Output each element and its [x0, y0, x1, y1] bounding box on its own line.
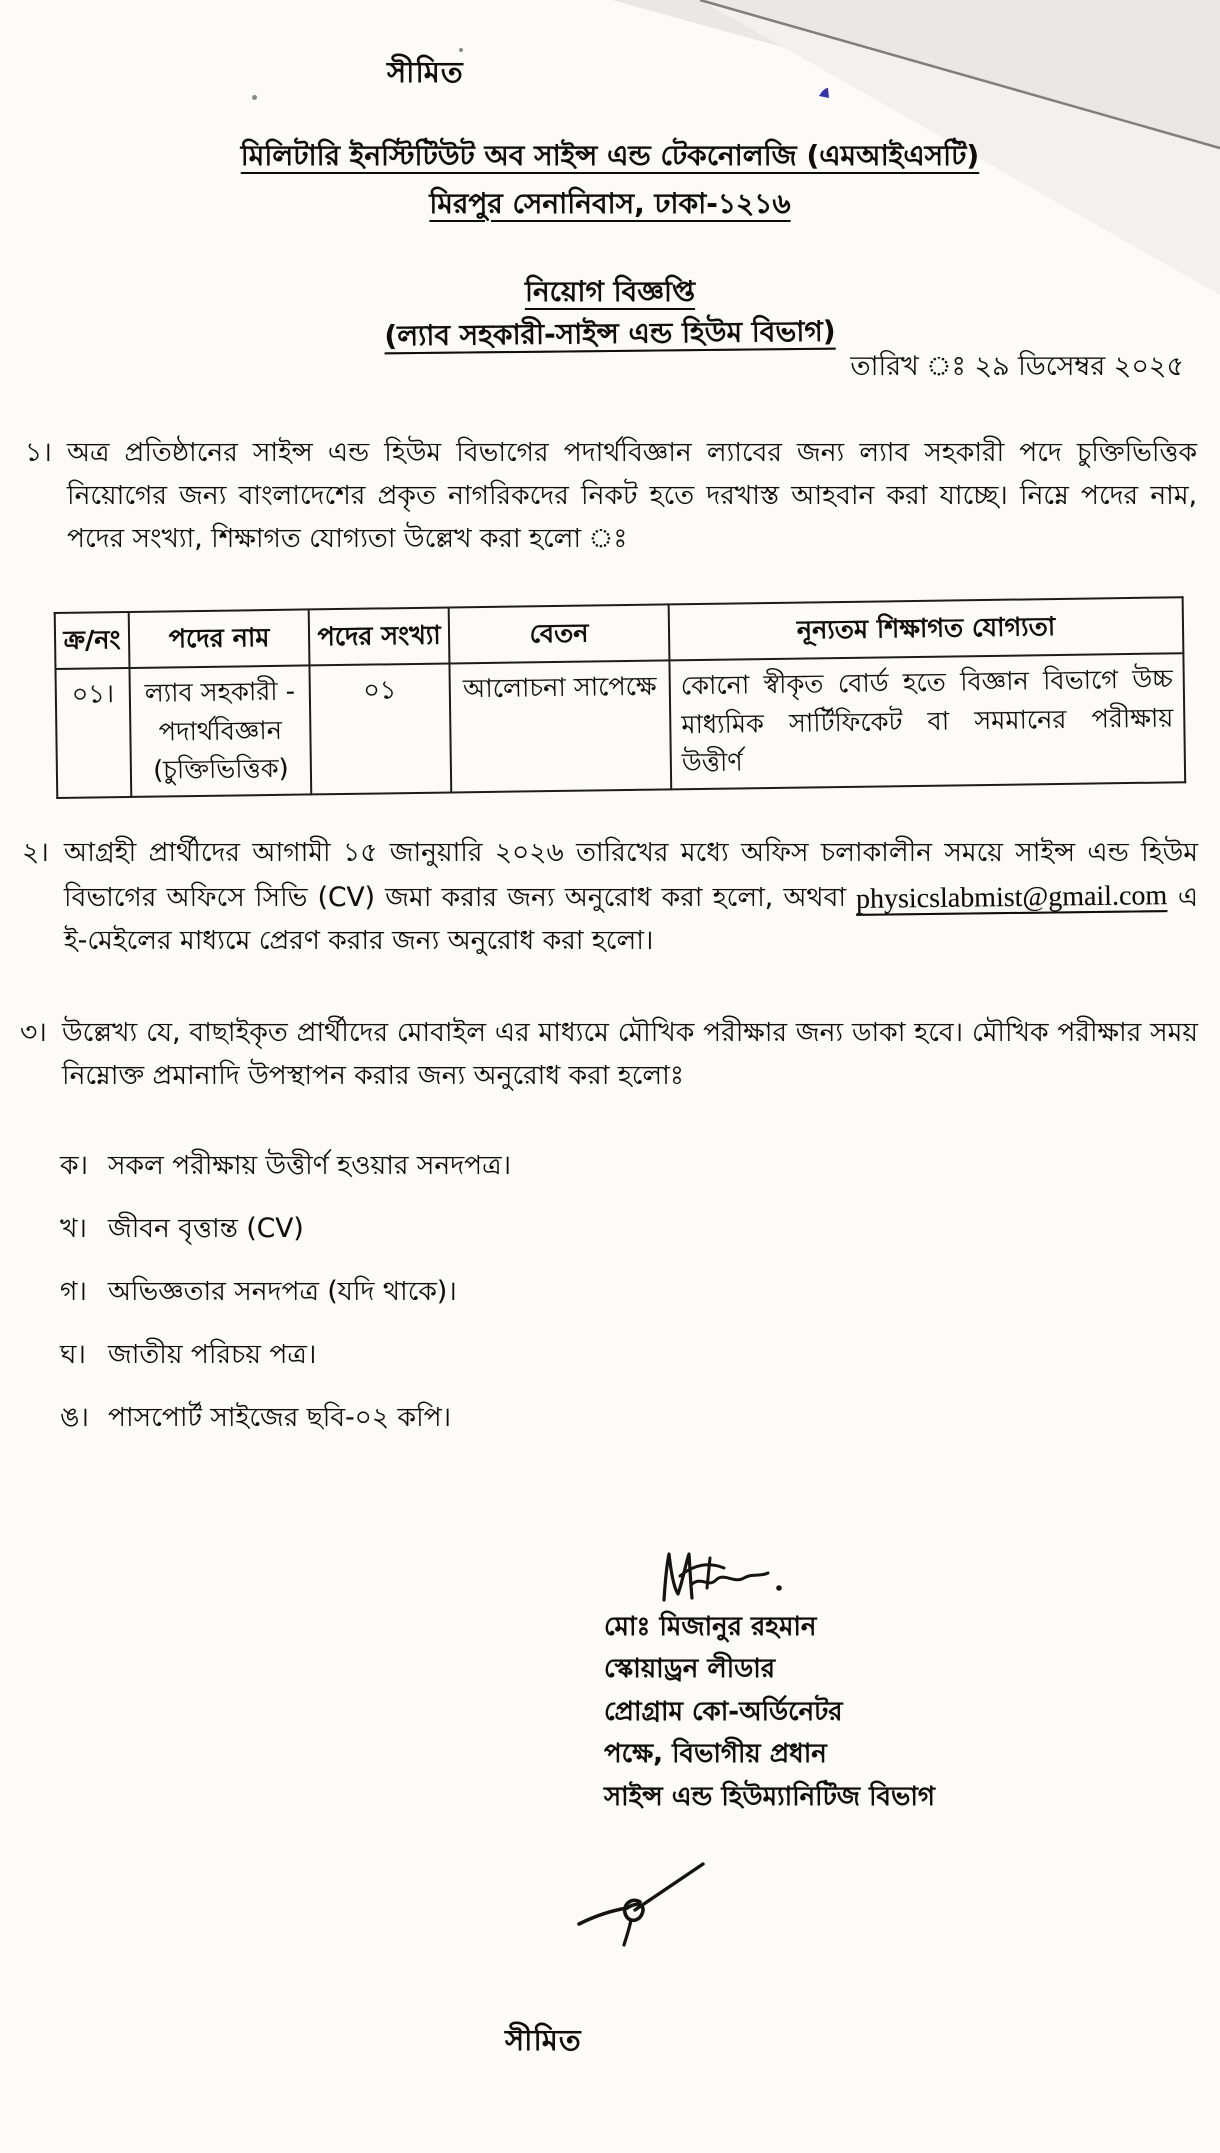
list-item-text: পাসপোর্ট সাইজের ছবি-০২ কপি। — [108, 1402, 452, 1433]
date-line: তারিখ ঃ ২৯ ডিসেম্বর ২০২৫ — [850, 351, 1184, 382]
paragraph-2-before-email: আগ্রহী প্রার্থীদের আগামী ১৫ জানুয়ারি ২০২৬ তারিখের মধ্যে অফিস চলাকালীন সময়ে সাইন্স এন্ড হিউম বিভাগের অফিসে সিভি (CV) জমা করার জন্য অনুরোধ করা হলো, অথবা — [64, 837, 1198, 913]
notice-subtitle-text: (ল্যাব সহকারী-সাইন্স এন্ড হিউম বিভাগ) — [384, 314, 836, 353]
cell-post-name: ল্যাব সহকারী - পদার্থবিজ্ঞান (চুক্তিভিত্তিক) — [129, 666, 311, 797]
signatory-on-behalf: পক্ষে, বিভাগীয় প্রধান — [604, 1739, 827, 1770]
list-item-text: সকল পরীক্ষায় উত্তীর্ণ হওয়ার সনদপত্র। — [108, 1150, 512, 1181]
classification-top: সীমিত — [387, 55, 464, 89]
classification-bottom: সীমিত — [505, 2023, 582, 2057]
positions-table — [54, 596, 1187, 799]
email-address: physicslabmist@gmail.com — [856, 880, 1168, 915]
org-address-text: মিরপুর সেনানিবাস, ঢাকা-১২১৬ — [429, 187, 791, 220]
requirements-list — [60, 1146, 960, 1461]
handwritten-initial-icon — [575, 1858, 715, 1958]
list-item-text: অভিজ্ঞতার সনদপত্র (যদি থাকে)। — [108, 1276, 457, 1307]
org-name — [0, 134, 1220, 181]
list-item — [60, 1272, 960, 1316]
list-item-label: খ। — [60, 1213, 87, 1244]
table-row — [55, 653, 1185, 797]
cell-salary: আলোচনা সাপেক্ষে — [449, 661, 671, 793]
signatory-rank: স্কোয়াড্রন লীডার — [604, 1654, 776, 1685]
list-item — [60, 1335, 960, 1379]
signatory-block — [604, 1606, 935, 1818]
list-item-label: গ। — [60, 1276, 87, 1307]
paragraph-1-text: অত্র প্রতিষ্ঠানের সাইন্স এন্ড হিউম বিভাগের পদার্থবিজ্ঞান ল্যাবের জন্য ল্যাব সহকারী পদে চুক্তিভিত্তিক নিয়োগের জন্য বাংলাদেশের প্রকৃত নাগরিকদের নিকট হতে দরখাস্ত আহবান করা যাচ্ছে। নিম্নে পদের নাম, পদের সংখ্যা, শিক্ষাগত যোগ্যতা উল্লেখ করা হলো ঃ — [67, 437, 1197, 554]
cell-qualification: কোনো স্বীকৃত বোর্ড হতে বিজ্ঞান বিভাগে উচ্চ মাধ্যমিক সার্টিফিকেট বা সমমানের পরীক্ষায় উত্তীর্ণ — [669, 653, 1185, 789]
paragraph-2-number: ২। — [22, 837, 49, 868]
scan-speck — [252, 95, 257, 100]
col-post-name: পদের নাম — [129, 609, 310, 668]
col-serial: ক্র/নং — [55, 612, 130, 669]
col-post-count: পদের সংখ্যা — [309, 607, 450, 665]
handwritten-signature-icon — [658, 1546, 788, 1608]
list-item-text: জাতীয় পরিচয় পত্র। — [108, 1339, 317, 1370]
cell-serial: ০১। — [55, 668, 131, 798]
list-item-label: ঙ। — [60, 1402, 89, 1433]
paragraph-3 — [20, 1012, 1198, 1098]
list-item-label: ক। — [60, 1150, 89, 1181]
org-name-text: মিলিটারি ইনস্টিটিউট অব সাইন্স এন্ড টেকনোলজি (এমআইএসটি) — [240, 139, 980, 172]
list-item — [60, 1398, 960, 1442]
cell-post-count: ০১ — [309, 664, 451, 795]
paragraph-1 — [25, 432, 1197, 561]
list-item — [60, 1146, 960, 1190]
col-qualification: নূন্যতম শিক্ষাগত যোগ্যতা — [669, 597, 1184, 660]
col-salary: বেতন — [449, 604, 670, 663]
paragraph-3-number: ৩। — [20, 1017, 47, 1048]
paragraph-2-after-email: এ ই-মেইলের মাধ্যমে প্রেরণ করার জন্য অনুরোধ করা হলো। — [64, 881, 1198, 957]
notice-title-text: নিয়োগ বিজ্ঞপ্তি — [524, 275, 696, 308]
paragraph-2-text — [64, 832, 1198, 963]
list-item — [60, 1209, 960, 1253]
paragraph-3-text: উল্লেখ্য যে, বাছাইকৃত প্রার্থীদের মোবাইল এর মাধ্যমে মৌখিক পরীক্ষার জন্য ডাকা হবে। মৌখিক পরীক্ষার সময় নিম্নোক্ত প্রমানাদি উপস্থাপন করার জন্য অনুরোধ করা হলোঃ — [62, 1017, 1198, 1091]
signatory-title: প্রোগ্রাম কো-অর্ডিনেটর — [604, 1696, 843, 1727]
list-item-label: ঘ। — [60, 1339, 86, 1370]
paragraph-2 — [22, 832, 1198, 963]
list-item-text: জীবন বৃত্তান্ত (CV) — [108, 1213, 304, 1244]
small-ink-mark-icon — [818, 86, 834, 102]
signatory-department: সাইন্স এন্ড হিউম্যানিটিজ বিভাগ — [604, 1781, 935, 1812]
paragraph-1-number: ১। — [25, 437, 52, 468]
signatory-name: মোঃ মিজানুর রহমান — [604, 1612, 817, 1642]
org-address — [0, 182, 1220, 229]
